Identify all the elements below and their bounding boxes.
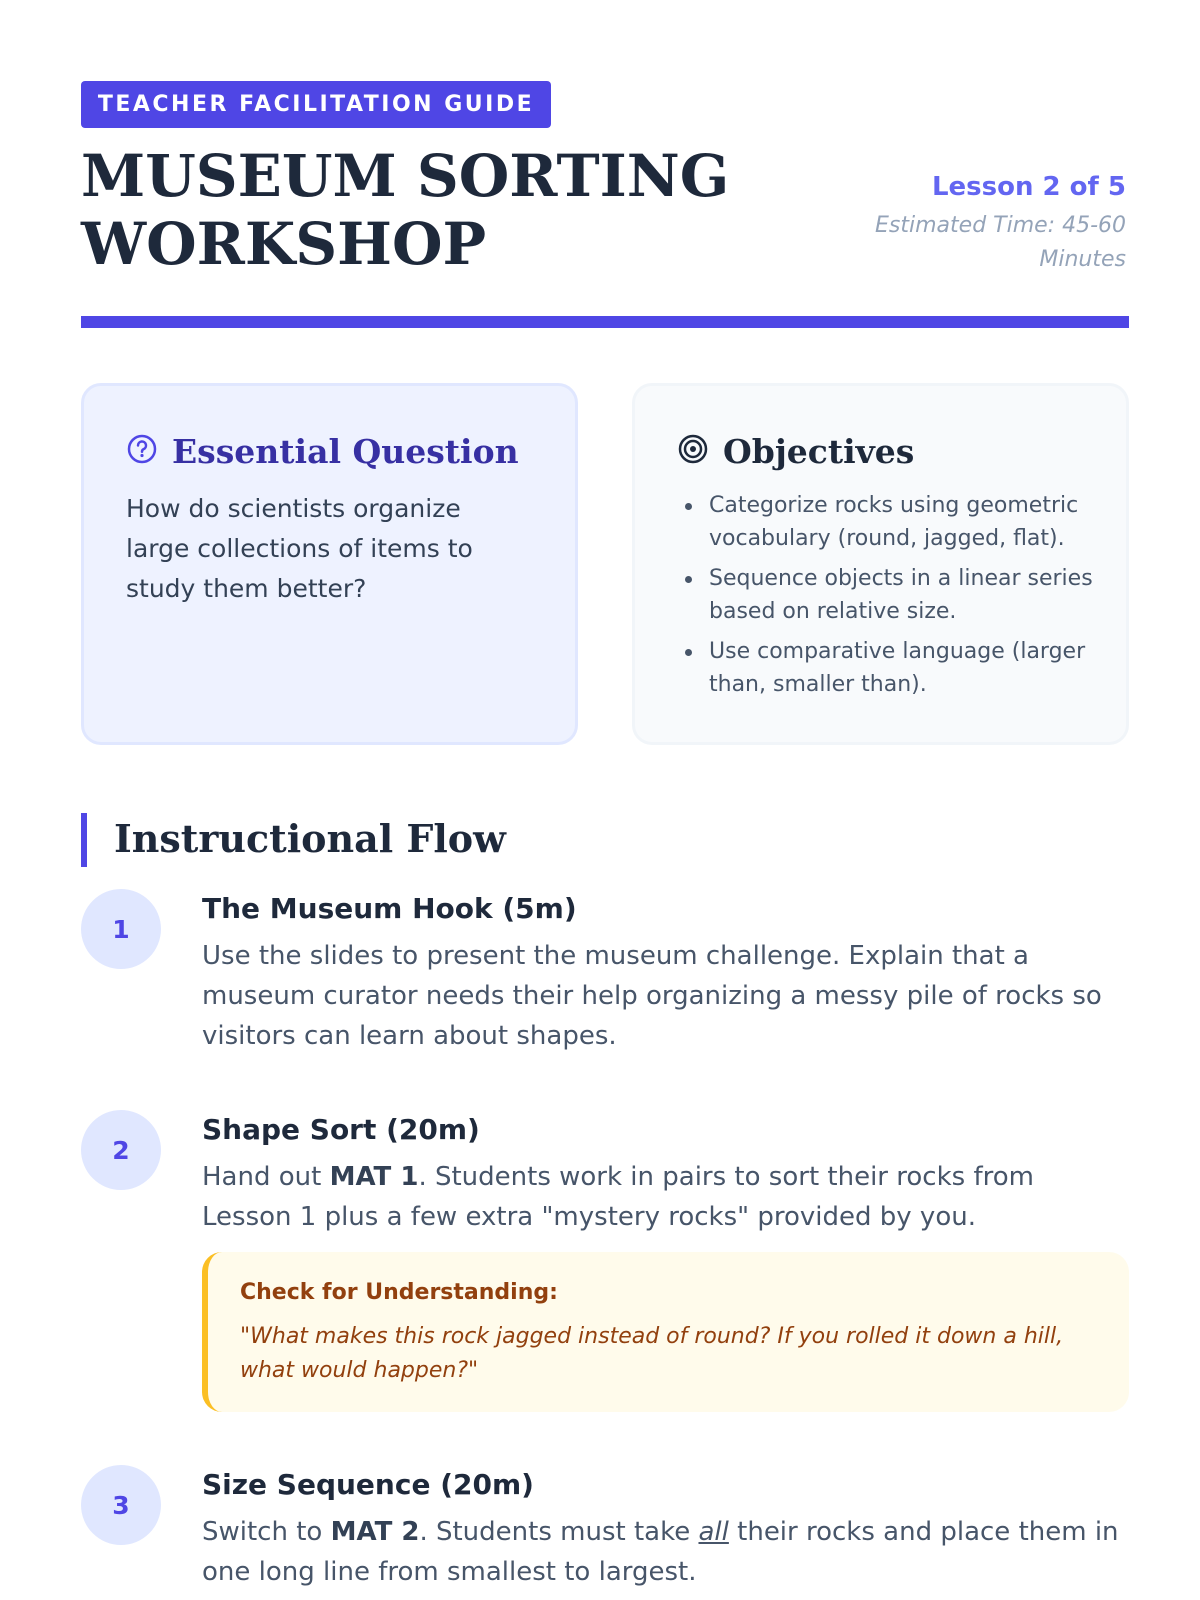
lesson-indicator: Lesson 2 of 5 — [931, 172, 1126, 202]
all-emphasis: all — [698, 1517, 729, 1547]
page-title — [81, 142, 781, 278]
objectives-title: Objectives — [723, 432, 915, 471]
step-title: Shape Sort (20m) — [202, 1113, 480, 1146]
callout-text: "What makes this rock jagged instead of round? If you rolled it down a hill, what would happen?" — [240, 1324, 1064, 1383]
mat-2-label: MAT 2 — [330, 1517, 420, 1547]
mat-1-label: MAT 1 — [329, 1162, 419, 1192]
callout-label: Check for Understanding: — [240, 1280, 558, 1305]
title-line-1: MUSEUM SORTING — [81, 142, 730, 210]
section-accent-bar — [81, 813, 87, 867]
target-icon — [677, 433, 709, 470]
step-text: Use the slides to present the museum challenge. Explain that a museum curator needs their help organizing a messy pile of rocks so visitors can learn about shapes. — [202, 941, 1102, 1051]
step-number: 3 — [81, 1465, 161, 1545]
question-circle-icon — [126, 433, 158, 470]
objective-item: Categorize rocks using geometric vocabulary (round, jagged, flat). — [677, 489, 1097, 555]
estimated-time: Estimated Time: 45-60 Minutes — [875, 213, 1126, 272]
guide-badge: TEACHER FACILITATION GUIDE — [81, 81, 551, 128]
section-title: Instructional Flow — [114, 816, 506, 861]
step-number: 1 — [81, 889, 161, 969]
objective-item: Sequence objects in a linear series based on relative size. — [677, 562, 1097, 628]
objectives-header — [677, 432, 914, 471]
objective-item: Use comparative language (larger than, smaller than). — [677, 635, 1097, 701]
step-number: 2 — [81, 1110, 161, 1190]
essential-question-header — [126, 432, 519, 471]
essential-question-card — [81, 383, 578, 745]
step-title: Size Sequence (20m) — [202, 1468, 534, 1501]
step-text: Hand out MAT 1. Students work in pairs to sort their rocks from Lesson 1 plus a few extra "mystery rocks" provided by you. — [202, 1162, 1034, 1232]
objectives-card — [632, 383, 1129, 745]
essential-question-text: How do scientists organize large collections of items to study them better? — [126, 494, 473, 603]
title-line-2: WORKSHOP — [81, 210, 487, 278]
check-for-understanding-callout — [202, 1252, 1129, 1412]
header-divider — [81, 316, 1129, 328]
essential-question-title: Essential Question — [172, 432, 519, 471]
step-title: The Museum Hook (5m) — [202, 892, 577, 925]
step-text: Switch to MAT 2. Students must take all their rocks and place them in one long line from smallest to largest. — [202, 1517, 1119, 1587]
objectives-list — [677, 489, 1097, 708]
